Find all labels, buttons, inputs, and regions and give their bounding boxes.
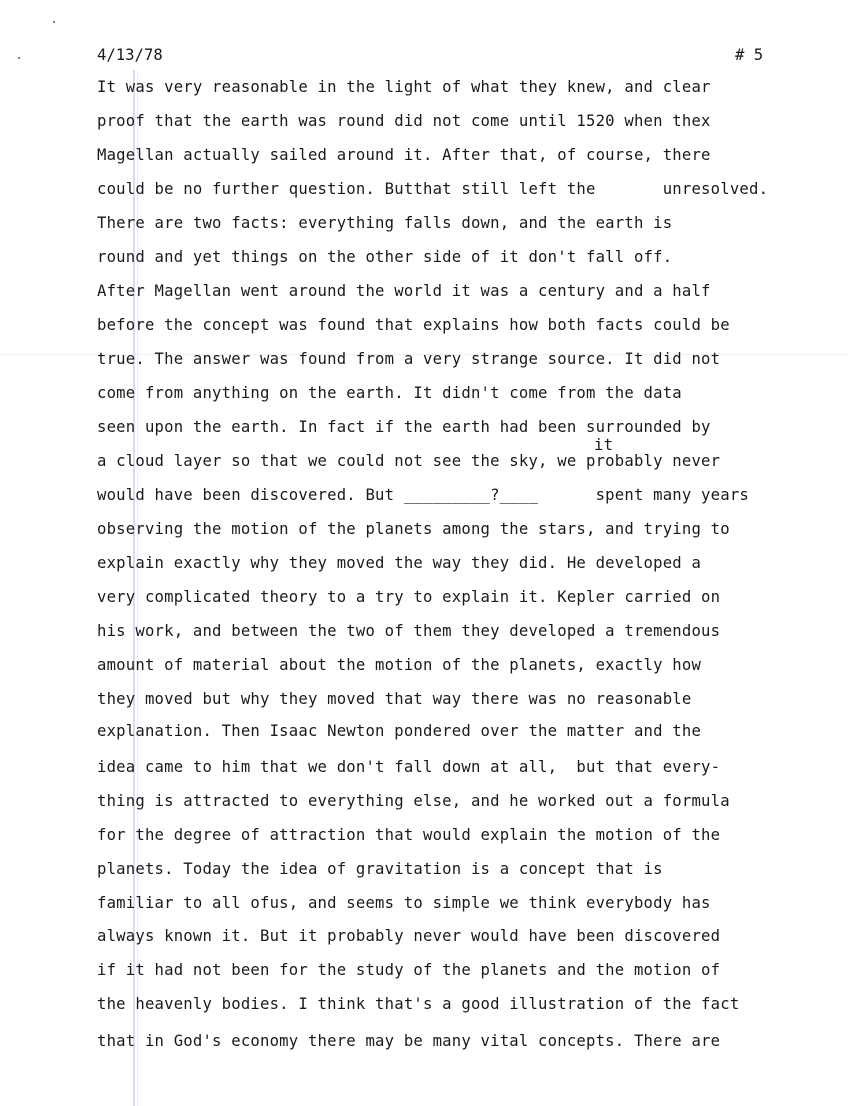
text-line: planets. Today the idea of gravitation is a concept that is xyxy=(97,860,663,878)
text-line: proof that the earth was round did not come until 1520 when thex xyxy=(97,112,711,130)
scan-speck xyxy=(18,57,20,59)
text-line: explain exactly why they moved the way they did. He developed a xyxy=(97,554,702,572)
text-line: that in God's economy there may be many vital concepts. There are xyxy=(97,1032,721,1050)
text-line: After Magellan went around the world it was a century and a half xyxy=(97,282,711,300)
date-header: 4/13/78 xyxy=(97,46,163,64)
text-line: for the degree of attraction that would explain the motion of the xyxy=(97,826,721,844)
text-line: observing the motion of the planets among the stars, and trying to xyxy=(97,520,730,538)
text-line: come from anything on the earth. It didn't come from the data xyxy=(97,384,682,402)
text-line: could be no further question. Butthat still left the unresolved. xyxy=(97,180,769,198)
text-line: amount of material about the motion of the planets, exactly how xyxy=(97,656,702,674)
text-line: Magellan actually sailed around it. After that, of course, there xyxy=(97,146,711,164)
text-line: idea came to him that we don't fall down at all, but that every- xyxy=(97,758,721,776)
text-line: true. The answer was found from a very strange source. It did not xyxy=(97,350,721,368)
text-line: always known it. But it probably never would have been discovered xyxy=(97,927,721,945)
text-line: a cloud layer so that we could not see the sky, we probably never xyxy=(97,452,721,470)
text-line: very complicated theory to a try to explain it. Kepler carried on xyxy=(97,588,721,606)
text-line: thing is attracted to everything else, and he worked out a formula xyxy=(97,792,730,810)
text-line: seen upon the earth. In fact if the earth had been surrounded by xyxy=(97,418,711,436)
text-line: his work, and between the two of them they developed a tremendous xyxy=(97,622,721,640)
text-line: familiar to all ofus, and seems to simple we think everybody has xyxy=(97,894,711,912)
text-line: It was very reasonable in the light of what they knew, and clear xyxy=(97,78,711,96)
text-line: the heavenly bodies. I think that's a good illustration of the fact xyxy=(97,995,740,1013)
scan-speck xyxy=(53,21,55,23)
text-line: round and yet things on the other side of it don't fall off. xyxy=(97,248,673,266)
page-number: # 5 xyxy=(735,46,764,64)
text-line: There are two facts: everything falls down, and the earth is xyxy=(97,214,673,232)
text-line: explanation. Then Isaac Newton pondered over the matter and the xyxy=(97,722,702,740)
text-line: would have been discovered. But _________?____ spent many years xyxy=(97,486,749,504)
text-line: before the concept was found that explains how both facts could be xyxy=(97,316,730,334)
text-line: they moved but why they moved that way there was no reasonable xyxy=(97,690,692,708)
interlinear-insert: it xyxy=(594,436,614,454)
text-line: if it had not been for the study of the planets and the motion of xyxy=(97,961,721,979)
